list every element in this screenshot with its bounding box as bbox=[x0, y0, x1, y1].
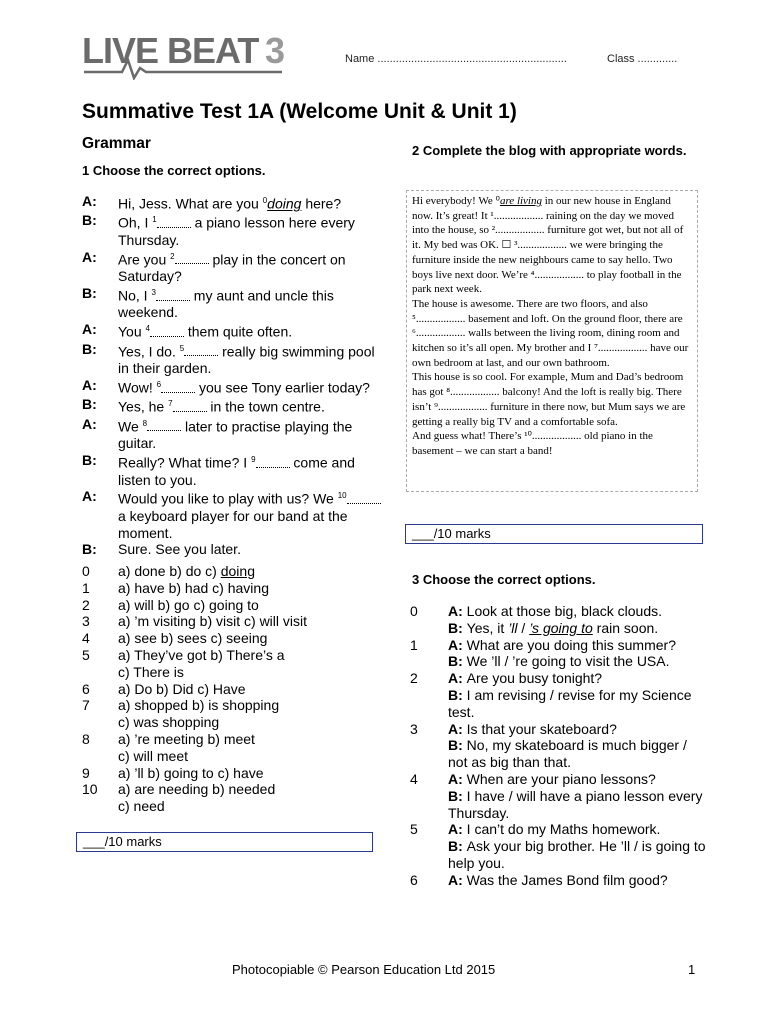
item-body bbox=[448, 821, 710, 871]
speaker-label: A: bbox=[82, 376, 97, 393]
dialogue-line bbox=[82, 396, 382, 415]
ex2-marks-box[interactable]: ___/10 marks bbox=[405, 524, 703, 544]
option-number: 5 bbox=[82, 646, 90, 663]
example-answer: are living bbox=[499, 195, 542, 207]
speaker-label: B: bbox=[448, 787, 467, 804]
section-heading-grammar: Grammar bbox=[82, 135, 151, 152]
speaker-label: A: bbox=[448, 871, 467, 888]
line-a: A: Look at those big, black clouds. bbox=[448, 603, 663, 619]
answer-gap[interactable] bbox=[147, 418, 181, 431]
dialogue-text: Wow! $^6$ you see Tony earlier today? bbox=[118, 379, 370, 396]
option-text[interactable]: a) done b) do c) doing bbox=[118, 563, 255, 579]
option-text[interactable]: a) Do b) Did c) Have bbox=[118, 680, 246, 697]
gap-number: 10 bbox=[337, 491, 347, 501]
gap-number: 9 bbox=[251, 455, 256, 465]
speaker-label: B: bbox=[448, 838, 467, 855]
item-body bbox=[448, 872, 710, 889]
line-b[interactable] bbox=[448, 788, 710, 822]
option-text[interactable]: a) They’ve got b) There’s a c) There is bbox=[118, 646, 285, 680]
option-text[interactable]: a) will b) go c) going to bbox=[118, 596, 259, 613]
line-a: A: What are you doing this summer? bbox=[448, 636, 676, 653]
ex3-item bbox=[410, 821, 710, 871]
line-a: A: Is that your skateboard? bbox=[448, 720, 617, 737]
ex3-item bbox=[410, 603, 710, 637]
ex1-dialogue bbox=[82, 193, 382, 558]
option-text[interactable]: a) ’m visiting b) visit c) will visit bbox=[118, 613, 308, 630]
dialogue-text: We $^8$ later to practise playing the guitar. bbox=[118, 418, 353, 452]
option-row bbox=[82, 597, 382, 614]
line-b[interactable] bbox=[448, 653, 710, 670]
option-row bbox=[82, 781, 382, 815]
ex3-item bbox=[410, 872, 710, 889]
speaker-label: B: bbox=[448, 619, 467, 636]
option-number: 2 bbox=[82, 596, 90, 613]
choice-text[interactable]: Ask your big brother. He ’ll / is going to help you. bbox=[448, 838, 706, 871]
blog-paragraph: Hi everybody! We ⁰are living in our new house in England now. It’s great! It ¹.................. raining on the day we moved into the house, so ².................. furniture got wet, but not all of it. My bed was OK. ☐ ³.................. we were bringing the furniture inside the new neighbours came to say hello. Two boys live next door. We’re ⁴.................. to play football in the park next week. bbox=[412, 195, 684, 296]
speaker-label: B: bbox=[82, 212, 97, 229]
line-a: A: When are your piano lessons? bbox=[448, 770, 656, 787]
ex1-options bbox=[82, 563, 382, 815]
item-number: 2 bbox=[410, 670, 418, 687]
option-number: 0 bbox=[82, 563, 90, 579]
choice-text[interactable]: I am revising / revise for my Science test. bbox=[448, 686, 692, 720]
item-body bbox=[448, 603, 710, 637]
page-title: Summative Test 1A (Welcome Unit & Unit 1) bbox=[82, 100, 517, 123]
answer-gap[interactable] bbox=[150, 324, 184, 337]
option-row bbox=[82, 681, 382, 698]
option-text[interactable]: a) have b) had c) having bbox=[118, 579, 269, 596]
option-row bbox=[82, 765, 382, 782]
speaker-label: A: bbox=[82, 488, 97, 505]
dialogue-text: Would you like to play with us? We $^{10}$ a keyboard player for our band at the moment. bbox=[118, 488, 382, 541]
speaker-label: B: bbox=[82, 541, 97, 558]
option-text[interactable]: a) ’re meeting b) meet c) will meet bbox=[118, 730, 255, 764]
option-number: 10 bbox=[82, 781, 98, 798]
answer-gap[interactable] bbox=[175, 251, 209, 264]
footer-copyright: Photocopiable © Pearson Education Ltd 2015 bbox=[232, 962, 496, 977]
dialogue-line bbox=[82, 321, 382, 340]
speaker-label: A: bbox=[448, 636, 467, 653]
speaker-label: A: bbox=[448, 770, 467, 787]
option-row bbox=[82, 613, 382, 630]
option-number: 7 bbox=[82, 697, 90, 714]
example-choice: doing bbox=[220, 563, 255, 579]
ex3-item bbox=[410, 721, 710, 771]
speaker-label: A: bbox=[82, 321, 97, 338]
answer-gap[interactable] bbox=[161, 380, 195, 393]
option-text[interactable]: a) ’ll b) going to c) have bbox=[118, 764, 264, 781]
line-a: A: Was the James Bond film good? bbox=[448, 871, 668, 888]
speaker-label: B: bbox=[82, 396, 97, 413]
item-body bbox=[448, 721, 710, 771]
live-beat-logo bbox=[82, 30, 302, 80]
speaker-label: B: bbox=[448, 737, 467, 754]
option-row bbox=[82, 647, 382, 681]
dialogue-line bbox=[82, 416, 382, 452]
dialogue-line bbox=[82, 249, 382, 285]
option-number: 1 bbox=[82, 579, 90, 596]
option-row bbox=[82, 697, 382, 731]
dialogue-text: Sure. See you later. bbox=[118, 541, 241, 558]
answer-gap[interactable] bbox=[173, 399, 207, 412]
answer-gap[interactable] bbox=[184, 343, 218, 356]
gap-number: 8 bbox=[142, 418, 148, 428]
item-number: 6 bbox=[410, 871, 418, 888]
dialogue-text: Hi, Jess. What are you $^0$doing here? bbox=[118, 195, 342, 212]
speaker-label: A: bbox=[448, 821, 467, 838]
name-field[interactable]: Name .............................................................. bbox=[345, 53, 567, 65]
dialogue-text: Are you $^2$ play in the concert on Saturday? bbox=[118, 251, 346, 285]
line-b[interactable] bbox=[448, 620, 710, 637]
dialogue-line bbox=[82, 341, 382, 377]
choice-text[interactable]: I have / will have a piano lesson every Thursday. bbox=[448, 787, 703, 821]
dialogue-line bbox=[82, 488, 382, 541]
speaker-label: B: bbox=[82, 452, 97, 469]
dialogue-line bbox=[82, 541, 382, 558]
gap-number: 1 bbox=[152, 215, 157, 225]
choice-text[interactable]: We ’ll / ’re going to visit the USA. bbox=[466, 653, 670, 670]
line-b[interactable] bbox=[448, 737, 710, 771]
dialogue-text: Oh, I $^1$ a piano lesson here every Thursday. bbox=[118, 215, 355, 248]
dialogue-text: Really? What time? I $^9$ come and listen to you. bbox=[118, 454, 355, 488]
ex1-instruction: 1 Choose the correct options. bbox=[82, 163, 266, 178]
speaker-label: A: bbox=[448, 720, 467, 737]
ex1-marks-box[interactable]: ___/10 marks bbox=[76, 832, 373, 852]
example-answer: doing bbox=[267, 195, 302, 212]
line-b[interactable] bbox=[448, 687, 710, 721]
option-number: 9 bbox=[82, 764, 90, 781]
blog-paragraph: This house is so cool. For example, Mum and Dad’s bedroom has got ⁸.................. balcony! And the loft is really big. There isn’t ⁹.................. furniture in there now, but Mum says we are getting a really big TV and a comfortable sofa. bbox=[412, 371, 686, 428]
option-text[interactable]: a) shopped b) is shopping c) was shopping bbox=[118, 697, 280, 731]
speaker-label: B: bbox=[448, 653, 467, 670]
blog-paragraph: The house is awesome. There are two floors, and also ⁵.................. basement and loft. On the ground floor, there are ⁶.................. walls between the living room, dining room and kitchen so it’s all open. My brother and I ⁷.................. have our own bedroom at last, and our own bathroom. bbox=[412, 297, 689, 369]
speaker-label: A: bbox=[82, 248, 97, 265]
choice-text[interactable]: Yes, it ’ll / ’s going to rain soon. bbox=[466, 619, 659, 636]
answer-gap[interactable] bbox=[157, 215, 191, 228]
item-number: 5 bbox=[410, 821, 418, 838]
option-row bbox=[82, 580, 382, 597]
item-body bbox=[448, 771, 710, 821]
blog-paragraph: And guess what! There’s ¹⁰.................. old piano in the basement – we can start a band! bbox=[412, 430, 653, 457]
gap-number: 2 bbox=[170, 251, 175, 261]
line-b[interactable] bbox=[448, 838, 710, 872]
item-number: 3 bbox=[410, 720, 418, 737]
dialogue-line bbox=[82, 285, 382, 321]
dialogue-text: You $^4$ them quite often. bbox=[118, 323, 293, 340]
option-row bbox=[82, 563, 382, 580]
dialogue-text: Yes, he $^7$ in the town centre. bbox=[118, 399, 325, 416]
option-number: 3 bbox=[82, 613, 90, 630]
page-number: 1 bbox=[688, 962, 696, 977]
ex3-item bbox=[410, 670, 710, 720]
logo-text: LIVE BEAT bbox=[82, 30, 259, 71]
dialogue-line bbox=[82, 377, 382, 396]
item-number: 1 bbox=[410, 636, 418, 653]
ex2-blog-box bbox=[406, 190, 698, 492]
gap-number: 7 bbox=[168, 399, 173, 409]
option-row bbox=[82, 731, 382, 765]
ex3-items bbox=[410, 603, 710, 889]
speaker-label: A: bbox=[448, 603, 467, 619]
speaker-label: B: bbox=[82, 340, 97, 357]
speaker-label: A: bbox=[448, 670, 467, 687]
gap-number: 4 bbox=[145, 324, 150, 334]
dialogue-text: No, I $^3$ my aunt and uncle this weekend. bbox=[118, 287, 334, 321]
option-number: 8 bbox=[82, 730, 90, 747]
ex3-item bbox=[410, 771, 710, 821]
gap-number: 6 bbox=[156, 379, 162, 389]
choice-text[interactable]: No, my skateboard is much bigger / not as big than that. bbox=[448, 737, 687, 771]
dialogue-text: Yes, I do. $^5$ really big swimming pool in their garden. bbox=[118, 343, 375, 377]
dialogue-line bbox=[82, 452, 382, 488]
item-body bbox=[448, 637, 710, 671]
line-a: A: I can’t do my Maths homework. bbox=[448, 821, 661, 838]
answer-gap[interactable] bbox=[156, 288, 190, 301]
option-text[interactable]: a) see b) sees c) seeing bbox=[118, 630, 268, 647]
speaker-label: A: bbox=[82, 193, 97, 209]
answer-gap[interactable] bbox=[347, 491, 381, 504]
gap-number: 0 bbox=[262, 196, 268, 205]
svg-text:3: 3 bbox=[265, 30, 285, 71]
gap-number: 3 bbox=[151, 287, 156, 297]
option-text[interactable]: a) are needing b) needed c) need bbox=[118, 781, 276, 815]
line-a: A: Are you busy tonight? bbox=[448, 670, 603, 687]
option-row bbox=[82, 630, 382, 647]
ex3-item bbox=[410, 637, 710, 671]
item-number: 0 bbox=[410, 603, 418, 619]
item-number: 4 bbox=[410, 770, 418, 787]
answer-gap[interactable] bbox=[256, 455, 290, 468]
speaker-label: B: bbox=[82, 284, 97, 301]
dialogue-line bbox=[82, 193, 382, 212]
gap-number: 5 bbox=[179, 343, 185, 353]
ex3-instruction: 3 Choose the correct options. bbox=[412, 572, 596, 587]
item-body bbox=[448, 670, 710, 720]
option-number: 4 bbox=[82, 630, 90, 647]
dialogue-line bbox=[82, 212, 382, 248]
class-field[interactable]: Class ............. bbox=[607, 53, 678, 65]
speaker-label: A: bbox=[82, 415, 97, 432]
ex2-instruction: 2 Complete the blog with appropriate words. bbox=[412, 143, 687, 158]
option-number: 6 bbox=[82, 680, 90, 697]
speaker-label: B: bbox=[448, 686, 467, 703]
